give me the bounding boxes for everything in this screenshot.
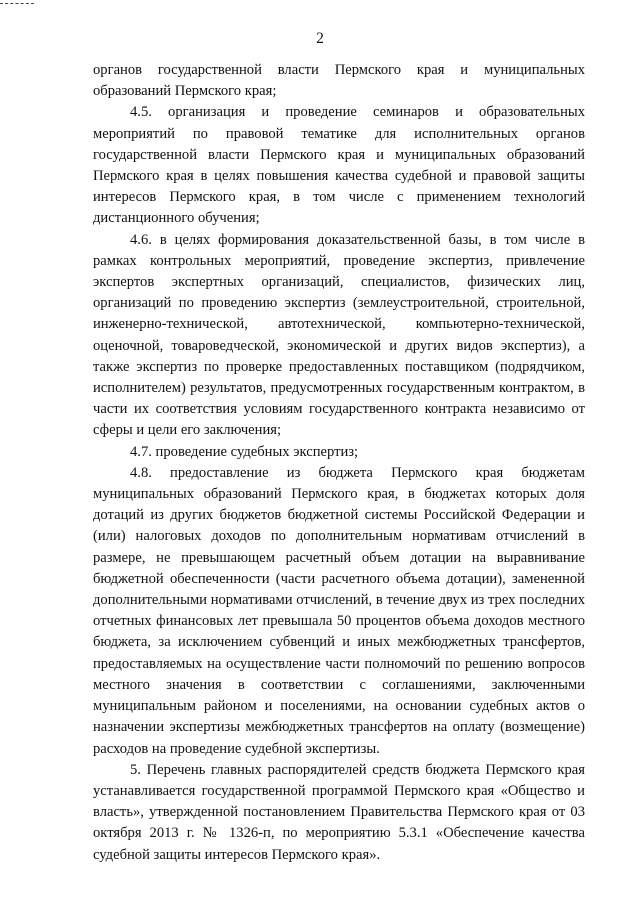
paragraph-4-6: 4.6. в целях формирования доказательственной базы, в том числе в рамках контрольных мероприятий, проведение экспертиз, привлечение экспертов экспертных организаций, специалистов, физических лиц, организаций по проведению экспертиз (землеустроительной, строительной, инженерно-технической, автотехнической, компьютерно-технической, оценочной, товароведческой, экономической и других видов экспертиз), а также экспертиз по проверке предоставленных поставщиком (подрядчиком, исполнителем) результатов, предусмотренных государственным контрактом, в части их соответствия условиям государственного контракта независимо от сферы и цели его заключения; [93,231,585,439]
paragraph-continuation: органов государственной власти Пермского края и муниципальных образований Пермского края; [93,62,585,100]
paragraph-5: 5. Перечень главных распорядителей средств бюджета Пермского края устанавливается государственной программой Пермского края «Общество и власть», утвержденной постановлением Правительства Пермского края от 03 октября 2013 г. № 1326-п, по мероприятию 5.3.1 «Обеспечение качества судебной защиты интересов Пермского края». [93,761,585,863]
scan-corner-mark [0,3,34,4]
document-body [93,60,585,866]
page-number: 2 [316,30,324,47]
paragraph-4-7: 4.7. проведение судебных экспертиз; [130,443,359,460]
paragraph-4-5: 4.5. организация и проведение семинаров и образовательных мероприятий по правовой тематике для исполнительных органов государственной власти Пермского края и муниципальных образований Пермского края в целях повышения качества судебной и правовой защиты интересов Пермского края, в том числе с применением технологий дистанционного обучения; [93,104,585,227]
paragraph-4-8: 4.8. предоставление из бюджета Пермского края бюджетам муниципальных образований Пермского края, в бюджетах которых доля дотаций из других бюджетов бюджетной системы Российской Федерации и (или) налоговых доходов по дополнительным нормативам отчислений в размере, не превышающем расчетный объем дотации на выравнивание бюджетной обеспеченности (части расчетного объема дотации), замененной дополнительными нормативами отчислений, в течение двух из трех последних отчетных финансовых лет превышала 50 процентов объема доходов местного бюджета, за исключением субвенций и иных межбюджетных трансфертов, предоставляемых на осуществление части полномочий по решению вопросов местного значения в соответствии с соглашениями, заключенными муниципальным районом и поселениями, на основании судебных актов о назначении экспертизы межбюджетных трансфертов на оплату (возмещение) расходов на проведение судебной экспертизы. [93,464,585,757]
